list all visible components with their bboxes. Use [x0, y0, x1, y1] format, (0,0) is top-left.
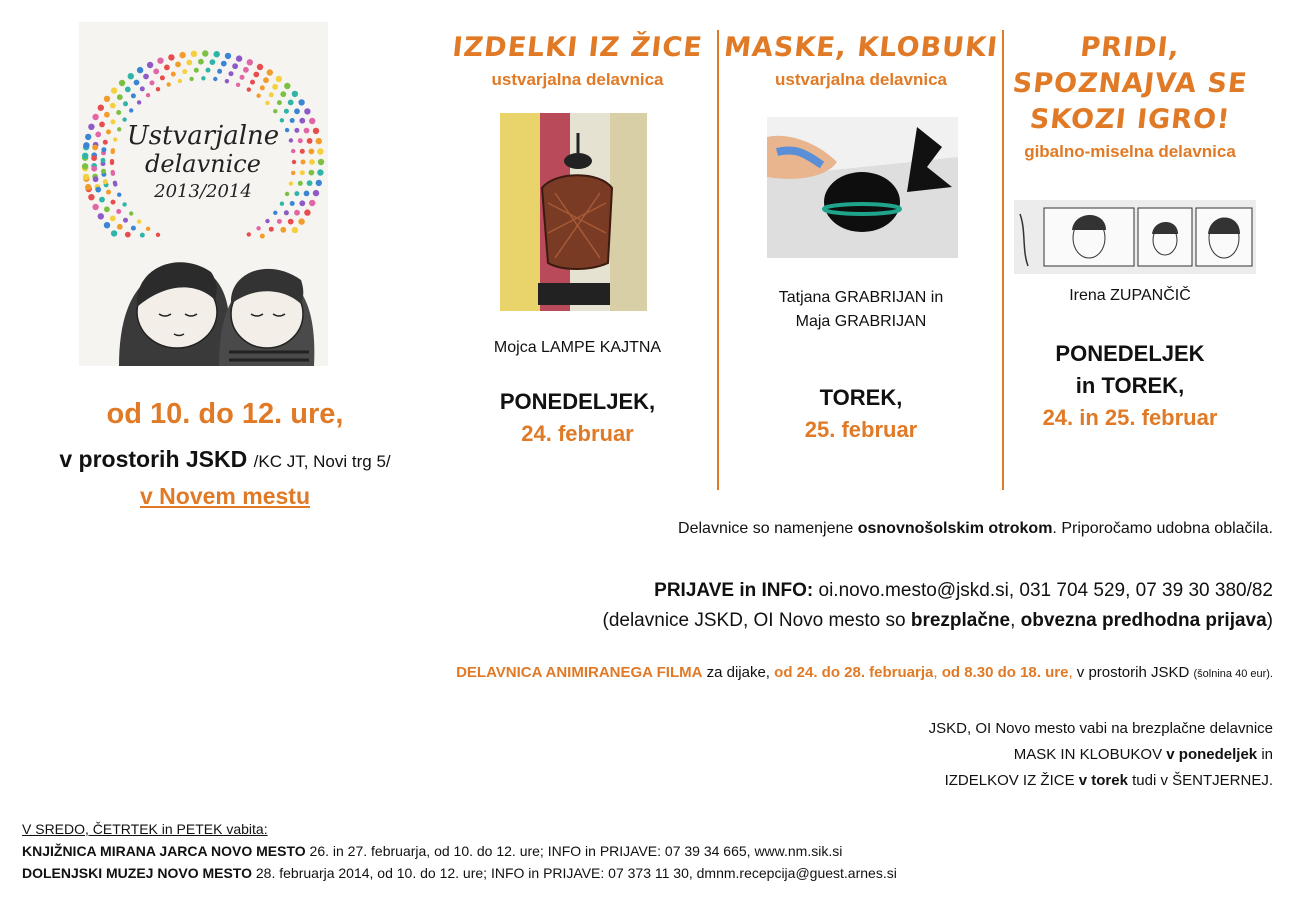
decor-dot: [284, 83, 290, 89]
decor-dot: [294, 191, 299, 196]
decor-dot: [257, 64, 263, 70]
museum-name: DOLENJSKI MUZEJ NOVO MESTO: [22, 865, 252, 881]
decor-dot: [111, 87, 117, 93]
workshop-column-3-details: [1005, 284, 1255, 434]
decor-dot: [294, 210, 300, 216]
leader-name: Irena ZUPANČIČ: [1069, 287, 1191, 304]
decor-dot: [225, 53, 231, 59]
registration-label: PRIJAVE in INFO:: [654, 580, 814, 601]
decor-dot: [182, 69, 187, 74]
decor-dot: [116, 209, 121, 214]
leader-name: Maja GRABRIJAN: [795, 313, 927, 330]
decor-dot: [289, 181, 293, 185]
poster-title: [127, 121, 279, 202]
decor-dot: [247, 232, 251, 236]
decor-dot: [128, 73, 134, 79]
decor-dot: [229, 71, 234, 76]
decor-dot: [292, 91, 298, 97]
place-address: /KC JT, Novi trg 5/: [253, 452, 391, 471]
decor-dot: [298, 181, 303, 186]
drawings-photo: [1014, 200, 1256, 274]
decor-dot: [304, 108, 310, 114]
decor-dot: [101, 147, 106, 152]
decor-dot: [309, 200, 315, 206]
decor-dot: [292, 227, 298, 233]
animation-title: DELAVNICA ANIMIRANEGA FILMA: [456, 664, 703, 681]
decor-dot: [250, 80, 255, 85]
decor-dot: [156, 233, 160, 237]
decor-dot: [298, 99, 304, 105]
svg-text:delavnice: delavnice: [145, 150, 261, 178]
decor-dot: [316, 180, 322, 186]
decor-dot: [83, 174, 89, 180]
decor-dot: [294, 108, 300, 114]
decor-dot: [85, 184, 91, 190]
library-details: 26. in 27. februarja, od 10. do 12. ure; INFO in PRIJAVE: 07 39 34 665, www.nm.sik.si: [305, 843, 843, 859]
library-line: [22, 840, 897, 862]
decor-dot: [269, 92, 274, 97]
free-word: brezplačne: [910, 610, 1011, 631]
place-line: [20, 446, 430, 473]
decor-dot: [221, 61, 227, 67]
decor-dot: [191, 51, 197, 57]
decor-dot: [168, 54, 174, 60]
workshop-date: 24. februar: [521, 421, 634, 446]
decor-dot: [291, 149, 295, 153]
decor-dot: [91, 166, 97, 172]
decor-dot: [300, 170, 305, 175]
other-venues: [22, 818, 897, 884]
decor-dot: [125, 232, 131, 238]
column-divider: [717, 30, 719, 490]
decor-dot: [104, 96, 110, 102]
decor-dot: [92, 114, 98, 120]
decor-dot: [272, 84, 278, 90]
decor-dot: [260, 85, 265, 90]
workshop-date: 24. in 25. februar: [1042, 405, 1218, 430]
decor-dot: [111, 119, 116, 124]
separator: ,: [1010, 610, 1021, 631]
sentjernej-day: v torek: [1078, 772, 1128, 789]
decor-dot: [143, 74, 149, 80]
animation-audience: za dijake,: [702, 664, 775, 681]
separator: ,: [933, 664, 942, 681]
decor-dot: [98, 105, 104, 111]
decor-dot: [217, 69, 222, 74]
workshop-date: 25. februar: [804, 417, 918, 442]
decor-dot: [186, 60, 192, 66]
decor-dot: [247, 87, 251, 91]
decor-dot: [194, 68, 199, 73]
workshop-column-3: [1005, 30, 1255, 162]
decor-dot: [95, 187, 101, 193]
decor-dot: [99, 197, 105, 203]
decor-dot: [111, 172, 115, 176]
decor-dot: [113, 137, 117, 141]
decor-dot: [236, 83, 240, 87]
audience-note: . Priporočamo udobna oblačila.: [1052, 520, 1273, 537]
decor-dot: [316, 138, 322, 144]
decor-dot: [202, 50, 208, 56]
workshop-title: SPOZNAJVA SE: [1011, 68, 1249, 99]
decor-dot: [307, 138, 313, 144]
decor-dot: [280, 91, 286, 97]
decor-dot: [210, 59, 216, 65]
decor-dot: [189, 77, 193, 81]
decor-dot: [309, 159, 315, 165]
decor-dot: [313, 128, 319, 134]
decor-dot: [304, 209, 310, 215]
workshop-column-1-details: [440, 336, 715, 450]
decor-dot: [213, 77, 217, 81]
decor-dot: [88, 194, 94, 200]
hat-mask-photo: [767, 117, 958, 258]
decor-dot: [117, 224, 123, 230]
workshop-subtitle: ustvarjalna delavnica: [491, 70, 664, 89]
decor-dot: [280, 202, 284, 206]
decor-dot: [265, 101, 269, 105]
audience-text: Delavnice so namenjene: [678, 520, 858, 537]
decor-dot: [111, 200, 116, 205]
decor-dot: [247, 59, 253, 65]
sentjernej-line: JSKD, OI Novo mesto vabi na brezplačne delavnice: [928, 720, 1273, 737]
decor-dot: [280, 118, 284, 122]
workshop-column-2: [722, 30, 1000, 90]
other-venues-title: V SREDO, ČETRTEK in PETEK vabita:: [22, 821, 268, 837]
decor-dot: [276, 76, 282, 82]
decor-dot: [298, 218, 304, 224]
decor-dot: [267, 69, 273, 75]
time-line: [20, 398, 430, 431]
decor-dot: [92, 145, 98, 151]
decor-dot: [111, 150, 115, 154]
decor-dot: [146, 93, 150, 97]
decor-dot: [85, 134, 91, 140]
decor-dot: [300, 149, 305, 154]
decor-dot: [290, 118, 295, 123]
decor-dot: [284, 210, 289, 215]
workshop-column-1: [440, 30, 715, 90]
decor-dot: [285, 128, 289, 132]
decor-dot: [277, 100, 282, 105]
decor-dot: [288, 100, 294, 106]
decor-dot: [147, 62, 153, 68]
decor-dot: [140, 233, 145, 238]
decor-dot: [157, 58, 163, 64]
decor-dot: [307, 180, 313, 186]
decor-dot: [214, 51, 220, 57]
animation-fee: (šolnina 40 eur).: [1193, 668, 1273, 680]
workshop-day: TOREK,: [819, 385, 903, 410]
decor-dot: [91, 155, 97, 161]
decor-dot: [256, 226, 260, 230]
decor-dot: [116, 110, 121, 115]
decor-dot: [284, 109, 289, 114]
decor-dot: [129, 108, 133, 112]
decor-dot: [291, 171, 295, 175]
decor-dot: [289, 138, 293, 142]
decor-dot: [99, 122, 105, 128]
workshop-title: PRIDI,: [1078, 32, 1182, 63]
decor-dot: [106, 190, 111, 195]
leader-name: Mojca LAMPE KAJTNA: [493, 339, 662, 356]
sentjernej-info: [929, 716, 1273, 794]
museum-line: [22, 862, 897, 884]
decor-dot: [117, 127, 121, 131]
workshop-column-2-details: [722, 286, 1000, 446]
decor-dot: [317, 169, 323, 175]
decor-dot: [171, 72, 176, 77]
decor-dot: [206, 68, 211, 73]
decor-dot: [198, 59, 204, 65]
decor-dot: [201, 76, 205, 80]
decor-dot: [164, 65, 170, 71]
decor-dot: [253, 72, 259, 78]
decor-dot: [150, 80, 155, 85]
decor-dot: [313, 190, 319, 196]
decor-dot: [122, 202, 126, 206]
decor-dot: [299, 118, 305, 124]
decor-dot: [137, 100, 141, 104]
children-drawing: [119, 262, 314, 366]
decor-dot: [178, 79, 182, 83]
decor-dot: [82, 153, 88, 159]
leader-name: Tatjana GRABRIJAN in: [778, 289, 944, 306]
decor-dot: [82, 163, 88, 169]
animation-dates: od 24. do 28. februarja: [774, 664, 934, 681]
decor-dot: [280, 227, 286, 233]
decor-dot: [265, 219, 269, 223]
workshop-title: IZDELKI IZ ŽICE: [450, 32, 705, 63]
workshop-day: PONEDELJEK,: [499, 389, 656, 414]
decor-dot: [309, 170, 315, 176]
decor-dot: [243, 67, 249, 73]
decor-dot: [106, 129, 111, 134]
decor-dot: [93, 176, 99, 182]
decor-dot: [317, 148, 323, 154]
sentjernej-line: tudi v ŠENTJERNEJ.: [1127, 772, 1273, 789]
animation-workshop-info: [456, 664, 1273, 681]
sentjernej-day: v ponedeljek: [1166, 746, 1258, 763]
decor-dot: [269, 227, 274, 232]
decor-dot: [273, 211, 277, 215]
workshop-day: in TOREK,: [1075, 373, 1185, 398]
decor-dot: [309, 149, 315, 155]
workshop-title: SKOZI IGRO!: [1028, 104, 1232, 135]
decor-dot: [137, 219, 141, 223]
decor-dot: [101, 158, 106, 163]
place-prefix: v prostorih JSKD: [59, 446, 248, 472]
decor-dot: [131, 226, 136, 231]
decor-dot: [98, 213, 104, 219]
decor-dot: [299, 200, 305, 206]
decor-dot: [92, 204, 98, 210]
workshop-day: PONEDELJEK: [1055, 341, 1205, 366]
decor-dot: [123, 101, 128, 106]
decor-dot: [117, 193, 121, 197]
decor-dot: [134, 80, 140, 86]
poster-illustration: [79, 22, 328, 366]
time-comma: ,: [335, 398, 344, 430]
decor-dot: [260, 234, 265, 239]
closing-paren: ): [1266, 610, 1273, 631]
decor-dot: [125, 87, 131, 93]
decor-dot: [103, 179, 108, 184]
decor-dot: [110, 103, 116, 109]
workshop-subtitle: gibalno-miselna delavnica: [1024, 142, 1236, 161]
library-name: KNJIŽNICA MIRANA JARCA NOVO MESTO: [22, 843, 306, 859]
decor-dot: [101, 169, 106, 174]
decor-dot: [301, 160, 306, 165]
free-note: (delavnice JSKD, OI Novo mesto so: [602, 610, 911, 631]
sentjernej-line: IZDELKOV IZ ŽICE: [944, 772, 1079, 789]
decor-dot: [225, 79, 229, 83]
decor-dot: [263, 77, 269, 83]
decor-dot: [146, 227, 150, 231]
decor-dot: [294, 128, 299, 133]
sentjernej-line: in: [1257, 746, 1273, 763]
decor-dot: [95, 132, 101, 138]
decor-dot: [285, 192, 289, 196]
decor-dot: [104, 112, 110, 118]
decor-dot: [175, 62, 181, 68]
decor-dot: [104, 206, 110, 212]
decor-dot: [292, 160, 296, 164]
decor-dot: [277, 219, 282, 224]
decor-dot: [318, 159, 324, 165]
poster-image: [79, 22, 328, 366]
workshop-title: MASKE, KLOBUKI: [722, 32, 1000, 63]
decor-dot: [273, 109, 277, 113]
decor-dot: [160, 75, 165, 80]
decor-dot: [236, 55, 242, 61]
decor-dot: [88, 124, 94, 130]
animation-hours: od 8.30 do 18. ure: [941, 664, 1069, 681]
decor-dot: [153, 69, 159, 75]
decor-dot: [117, 94, 123, 100]
decor-dot: [290, 201, 295, 206]
decor-dot: [288, 219, 294, 225]
time-text: od 10. do 12. ure: [106, 398, 336, 430]
museum-details: 28. februarja 2014, od 10. do 12. ure; INFO in PRIJAVE: 07 373 11 30, dmnm.recepcija@guest.arnes.si: [252, 865, 897, 881]
decor-dot: [256, 94, 260, 98]
decor-dot: [309, 118, 315, 124]
audience-target: osnovnošolskim otrokom: [857, 520, 1053, 537]
decor-dot: [304, 128, 310, 134]
svg-text:Ustvarjalne: Ustvarjalne: [126, 121, 280, 151]
registration-contact: oi.novo.mesto@jskd.si, 031 704 529, 07 39 30 380/82: [813, 580, 1273, 601]
decor-dot: [83, 142, 89, 148]
decor-dot: [167, 82, 171, 86]
audience-info: [678, 520, 1273, 538]
decor-dot: [137, 67, 143, 73]
animation-place: v prostorih JSKD: [1076, 664, 1194, 681]
decor-dot: [113, 182, 117, 186]
decor-dot: [156, 87, 160, 91]
decor-dot: [111, 230, 117, 236]
decor-dot: [240, 75, 245, 80]
mandatory-word: obvezna predhodna prijava: [1020, 610, 1267, 631]
decor-dot: [298, 138, 303, 143]
sentjernej-line: MASK IN KLOBUKOV: [1013, 746, 1167, 763]
registration-info: [603, 576, 1274, 636]
decor-dot: [129, 211, 133, 215]
decor-dot: [140, 86, 145, 91]
decor-dot: [232, 63, 238, 69]
decor-dot: [123, 218, 128, 223]
decor-dot: [110, 216, 116, 222]
city-line: v Novem mestu: [139, 483, 310, 509]
separator: ,: [1068, 664, 1077, 681]
decor-dot: [104, 222, 110, 228]
wire-sculpture-photo: [500, 113, 647, 311]
decor-dot: [304, 191, 310, 197]
decor-dot: [179, 52, 185, 58]
workshop-subtitle: ustvarjalna delavnica: [775, 70, 947, 89]
decor-dot: [110, 161, 114, 165]
svg-text:2013/2014: 2013/2014: [154, 181, 252, 202]
decor-dot: [103, 140, 108, 145]
decor-dot: [119, 80, 125, 86]
decor-dot: [131, 93, 136, 98]
